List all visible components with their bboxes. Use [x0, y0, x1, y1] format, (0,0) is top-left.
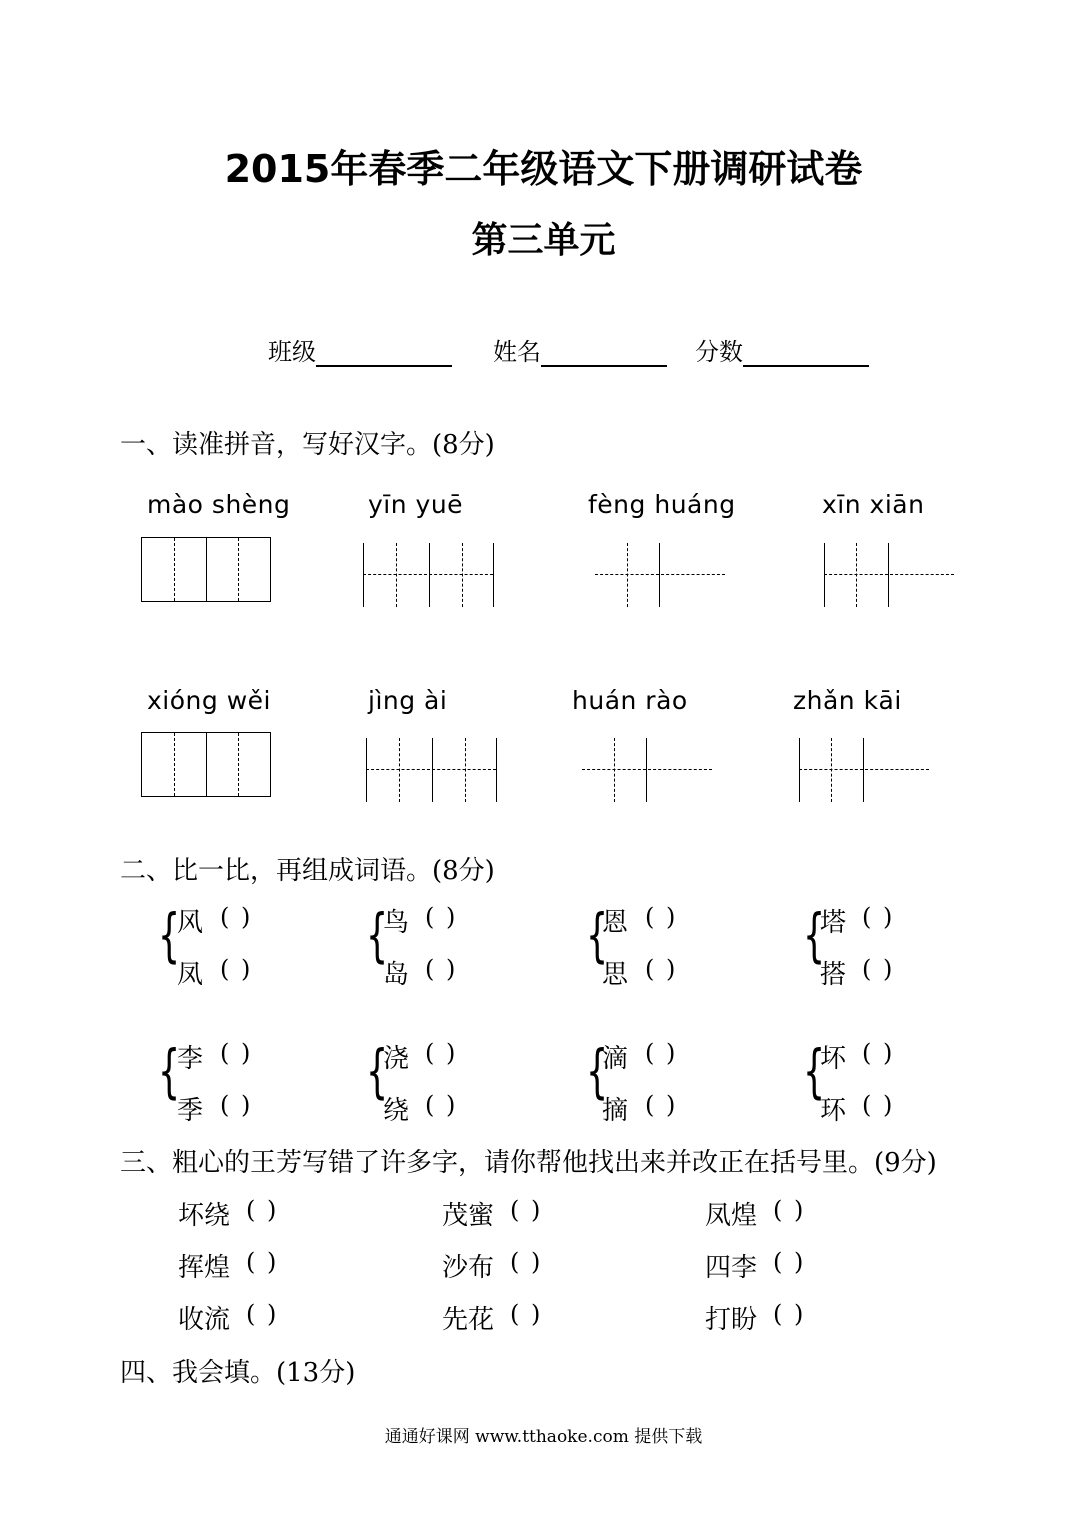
score-blank[interactable]	[743, 339, 869, 367]
wrong-word: 沙布	[442, 1253, 495, 1283]
pinyin-item: yīn yuē	[368, 490, 464, 519]
answer-blank[interactable]: ( )	[425, 955, 458, 983]
answer-blank[interactable]: ( )	[862, 903, 895, 931]
brace-icon: {	[158, 1037, 181, 1105]
wrong-word: 挥煌	[178, 1253, 231, 1283]
pinyin-item: mào shèng	[147, 490, 291, 519]
wrong-word: 打盼	[705, 1305, 758, 1335]
brace-icon: {	[586, 901, 609, 969]
brace-icon: {	[366, 1037, 389, 1105]
name-field[interactable]	[493, 332, 667, 367]
answer-blank[interactable]: ( )	[645, 955, 678, 983]
answer-blank[interactable]: ( )	[862, 1039, 895, 1067]
wrong-word: 先花	[442, 1305, 495, 1335]
writing-grid[interactable]	[366, 738, 498, 802]
compare-char: 塔	[820, 908, 847, 938]
answer-blank[interactable]: ( )	[510, 1196, 543, 1224]
answer-blank[interactable]: ( )	[220, 1039, 253, 1067]
writing-grid[interactable]	[141, 537, 271, 602]
wrong-word: 茂蜜	[442, 1201, 495, 1231]
answer-blank[interactable]: ( )	[862, 1091, 895, 1119]
compare-char: 凤	[177, 960, 204, 990]
class-blank[interactable]	[316, 339, 452, 367]
footer-credit: 通通好课网 www.tthaoke.com 提供下载	[384, 1427, 703, 1447]
answer-blank[interactable]: ( )	[425, 1039, 458, 1067]
answer-blank[interactable]: ( )	[246, 1196, 279, 1224]
answer-blank[interactable]: ( )	[510, 1300, 543, 1328]
compare-char: 李	[177, 1044, 204, 1074]
writing-grid[interactable]	[363, 543, 495, 607]
pinyin-item: fèng huáng	[588, 490, 736, 519]
answer-blank[interactable]: ( )	[425, 903, 458, 931]
answer-blank[interactable]: ( )	[246, 1300, 279, 1328]
section3-heading: 三、粗心的王芳写错了许多字，请你帮他找出来并改正在括号里。(9分)	[120, 1148, 937, 1178]
pinyin-item: zhǎn kāi	[793, 686, 902, 715]
wrong-word: 凤煌	[705, 1201, 758, 1231]
compare-char: 恩	[602, 908, 629, 938]
brace-icon: {	[366, 901, 389, 969]
pinyin-item: xīn xiān	[822, 490, 925, 519]
compare-char: 滴	[602, 1044, 629, 1074]
answer-blank[interactable]: ( )	[220, 955, 253, 983]
answer-blank[interactable]: ( )	[773, 1196, 806, 1224]
answer-blank[interactable]: ( )	[773, 1248, 806, 1276]
section2-heading: 二、比一比，再组成词语。(8分)	[120, 856, 495, 886]
answer-blank[interactable]: ( )	[246, 1248, 279, 1276]
compare-char: 摘	[602, 1096, 629, 1126]
compare-char: 岛	[383, 960, 410, 990]
answer-blank[interactable]: ( )	[220, 903, 253, 931]
compare-char: 风	[177, 908, 204, 938]
writing-grid[interactable]	[824, 543, 956, 607]
compare-char: 季	[177, 1096, 204, 1126]
name-blank[interactable]	[541, 339, 667, 367]
compare-char: 坏	[820, 1044, 847, 1074]
answer-blank[interactable]: ( )	[773, 1300, 806, 1328]
brace-icon: {	[586, 1037, 609, 1105]
writing-grid[interactable]	[799, 738, 931, 802]
writing-grid[interactable]	[582, 738, 714, 802]
class-label: 班级	[268, 338, 316, 366]
wrong-word: 坏绕	[178, 1201, 231, 1231]
writing-grid[interactable]	[595, 543, 727, 607]
compare-char: 思	[602, 960, 629, 990]
section1-heading: 一、读准拼音，写好汉字。(8分)	[120, 430, 495, 460]
answer-blank[interactable]: ( )	[862, 955, 895, 983]
writing-grid[interactable]	[141, 732, 271, 797]
wrong-word: 四李	[705, 1253, 758, 1283]
compare-char: 鸟	[383, 908, 410, 938]
exam-title: 2015年春季二年级语文下册调研试卷	[224, 147, 863, 191]
compare-char: 绕	[383, 1096, 410, 1126]
brace-icon: {	[158, 901, 181, 969]
pinyin-item: jìng ài	[368, 686, 448, 715]
answer-blank[interactable]: ( )	[645, 1039, 678, 1067]
answer-blank[interactable]: ( )	[645, 903, 678, 931]
compare-char: 环	[820, 1096, 847, 1126]
pinyin-item: xióng wěi	[147, 686, 271, 715]
pinyin-item: huán rào	[572, 686, 688, 715]
unit-subtitle: 第三单元	[471, 220, 616, 261]
answer-blank[interactable]: ( )	[645, 1091, 678, 1119]
brace-icon: {	[803, 1037, 826, 1105]
compare-char: 搭	[820, 960, 847, 990]
class-field[interactable]	[268, 332, 452, 367]
answer-blank[interactable]: ( )	[220, 1091, 253, 1119]
brace-icon: {	[803, 901, 826, 969]
section4-heading: 四、我会填。(13分)	[120, 1358, 356, 1388]
answer-blank[interactable]: ( )	[425, 1091, 458, 1119]
score-field[interactable]	[695, 332, 869, 367]
name-label: 姓名	[493, 338, 541, 366]
answer-blank[interactable]: ( )	[510, 1248, 543, 1276]
compare-char: 浇	[383, 1044, 410, 1074]
wrong-word: 收流	[178, 1305, 231, 1335]
score-label: 分数	[695, 338, 743, 366]
